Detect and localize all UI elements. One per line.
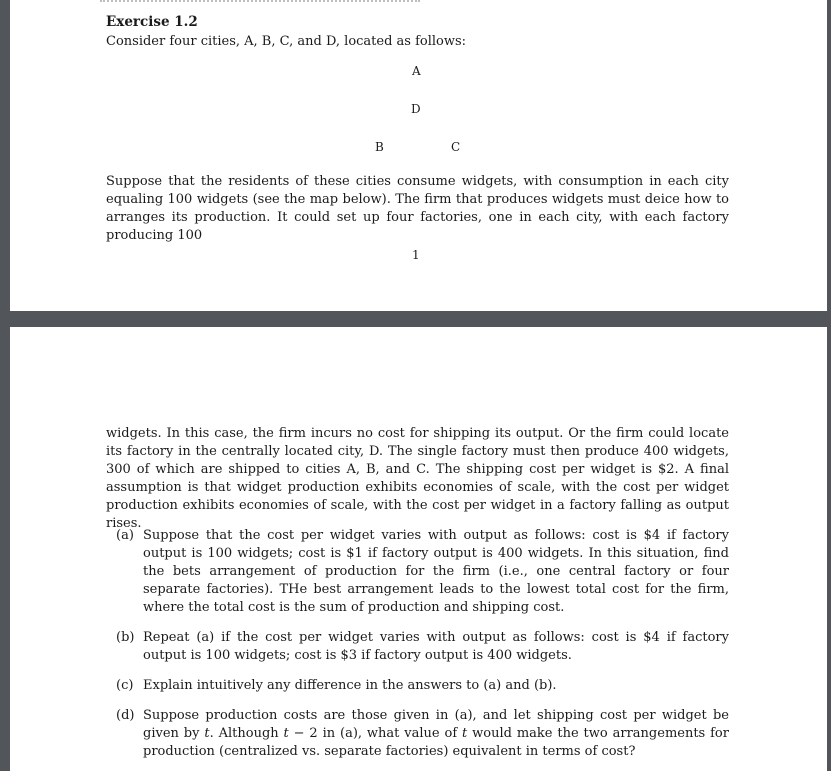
list-item-d <box>116 707 729 761</box>
variable-t: t <box>283 726 289 741</box>
exercise-intro: Consider four cities, A, B, C, and D, located as follows: <box>106 34 467 49</box>
exercise-heading: Exercise 1.2 <box>106 14 198 30</box>
item-text-part: would make the two arrangements for production (centralized vs. separate factories) equivalent in terms of cost? <box>143 726 729 759</box>
document-page-2 <box>10 327 827 771</box>
city-d-label: D <box>411 102 421 116</box>
city-c-label: C <box>451 140 461 154</box>
city-b-label: B <box>375 140 384 154</box>
item-label: (a) <box>116 528 134 543</box>
list-item-b <box>116 629 729 665</box>
page1-paragraph: Suppose that the residents of these cities consume widgets, with consumption in each city equaling 100 widgets (see the map below). The firm that produces widgets must deice how to arranges its production. It could set up four factories, one in each city, with each factory producing 100 <box>106 174 729 243</box>
city-a-label: A <box>412 64 421 78</box>
item-text-part: . Although <box>209 726 279 741</box>
item-label: (d) <box>116 708 135 723</box>
list-item-c <box>116 677 729 695</box>
item-text: Repeat (a) if the cost per widget varies with output as follows: cost is $4 if factory output is 100 widgets; cost is $3 if factory output is 400 widgets. <box>143 630 729 663</box>
variable-t: t <box>462 726 468 741</box>
list-item-a <box>116 527 729 617</box>
item-text-part: Suppose production costs are those given in (a), and let shipping cost per widget be given by <box>143 708 729 741</box>
item-label: (b) <box>116 630 135 645</box>
item-label: (c) <box>116 678 134 693</box>
page2-paragraph: widgets. In this case, the firm incurs no cost for shipping its output. Or the firm could locate its factory in the centrally located city, D. The single factory must then produce 400 widgets, 300 of which are shipped to cities A, B, and C. The shipping cost per widget is $2. A final assumption is that widget production exhibits economies of scale, with the cost per widget production exhibits economies of scale, with the cost per widget in a factory falling as output rises. <box>106 426 729 531</box>
item-text: Suppose that the cost per widget varies with output as follows: cost is $4 if factory output is 100 widgets; cost is $1 if factory output is 400 widgets. In this situation, find the bets arrangement of production for the firm (i.e., one central factory or four separate factories). THe best arrangement leads to the lowest total cost for the firm, where the total cost is the sum of production and shipping cost. <box>143 528 729 615</box>
document-page-1 <box>10 0 827 311</box>
page-top-cut <box>100 0 420 6</box>
item-text <box>143 707 729 761</box>
item-text: Explain intuitively any difference in the answers to (a) and (b). <box>143 678 557 693</box>
item-text-part: − 2 in (a), what value of <box>293 726 458 741</box>
page-number: 1 <box>412 248 420 262</box>
variable-t: t <box>204 726 210 741</box>
